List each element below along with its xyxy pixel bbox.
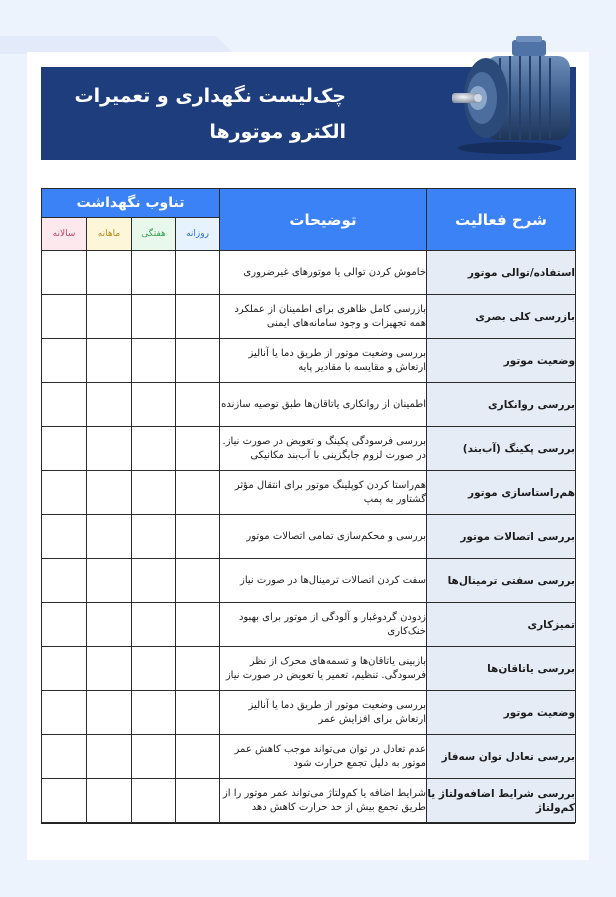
check-cell-daily[interactable]	[176, 735, 220, 779]
check-cell-daily[interactable]	[176, 603, 220, 647]
check-cell-weekly[interactable]	[132, 559, 176, 603]
check-cell-weekly[interactable]	[132, 647, 176, 691]
check-cell-monthly[interactable]	[87, 427, 132, 471]
check-cell-yearly[interactable]	[42, 383, 87, 427]
frequency-monthly: ماهانه	[87, 218, 132, 251]
frequency-yearly: سالانه	[42, 218, 87, 251]
activity-cell: تمیزکاری	[427, 603, 576, 647]
frequency-weekly: هفتگی	[132, 218, 176, 251]
table-row	[42, 295, 576, 339]
check-cell-yearly[interactable]	[42, 603, 87, 647]
table-row	[42, 251, 576, 295]
check-cell-weekly[interactable]	[132, 383, 176, 427]
activity-cell: بررسی شرایط اضافه‌ولتاژ یا کم‌ولتاژ	[427, 779, 576, 823]
description-cell: بازبینی یاتاقان‌ها و تسمه‌های محرک از نظر فرسودگی. تنظیم، تعمیر یا تعویض در صورت نیاز	[220, 647, 427, 691]
check-cell-yearly[interactable]	[42, 427, 87, 471]
check-cell-weekly[interactable]	[132, 295, 176, 339]
check-cell-yearly[interactable]	[42, 515, 87, 559]
description-cell: شرایط اضافه یا کم‌ولتاژ می‌تواند عمر موتور را از طریق تجمع بیش از حد حرارت کاهش دهد	[220, 779, 427, 823]
description-cell: عدم تعادل در توان می‌تواند موجب کاهش عمر موتور به دلیل تجمع حرارت شود	[220, 735, 427, 779]
check-cell-monthly[interactable]	[87, 603, 132, 647]
description-cell: بررسی وضعیت موتور از طریق دما یا آنالیز ارتعاش برای افزایش عمر	[220, 691, 427, 735]
check-cell-yearly[interactable]	[42, 251, 87, 295]
frequency-daily: روزانه	[176, 218, 220, 251]
activity-cell: بررسی سفتی ترمینال‌ها	[427, 559, 576, 603]
check-cell-monthly[interactable]	[87, 295, 132, 339]
description-cell: خاموش کردن توالی یا موتورهای غیرضروری	[220, 251, 427, 295]
check-cell-weekly[interactable]	[132, 339, 176, 383]
description-cell: سفت کردن اتصالات ترمینال‌ها در صورت نیاز	[220, 559, 427, 603]
table-row	[42, 779, 576, 823]
column-header-frequency: تناوب نگهداشت	[42, 189, 220, 218]
activity-cell: بررسی یاتاقان‌ها	[427, 647, 576, 691]
table-row	[42, 471, 576, 515]
check-cell-daily[interactable]	[176, 251, 220, 295]
activity-cell: استفاده/توالی موتور	[427, 251, 576, 295]
check-cell-monthly[interactable]	[87, 559, 132, 603]
description-cell: بررسی وضعیت موتور از طریق دما یا آنالیز ارتعاش و مقایسه با مقادیر پایه	[220, 339, 427, 383]
check-cell-weekly[interactable]	[132, 427, 176, 471]
check-cell-daily[interactable]	[176, 647, 220, 691]
check-cell-daily[interactable]	[176, 691, 220, 735]
activity-cell: وضعیت موتور	[427, 339, 576, 383]
check-cell-monthly[interactable]	[87, 471, 132, 515]
check-cell-weekly[interactable]	[132, 691, 176, 735]
page-subtitle: الکترو موتورها	[209, 121, 346, 143]
check-cell-daily[interactable]	[176, 295, 220, 339]
check-cell-weekly[interactable]	[132, 779, 176, 823]
check-cell-daily[interactable]	[176, 427, 220, 471]
check-cell-monthly[interactable]	[87, 647, 132, 691]
description-cell: بازرسی کامل ظاهری برای اطمینان از عملکرد همه تجهیزات و وجود سامانه‌های ایمنی	[220, 295, 427, 339]
check-cell-daily[interactable]	[176, 339, 220, 383]
table-row	[42, 647, 576, 691]
activity-cell: بررسی روانکاری	[427, 383, 576, 427]
check-cell-monthly[interactable]	[87, 251, 132, 295]
table-row	[42, 735, 576, 779]
activity-cell: بررسی اتصالات موتور	[427, 515, 576, 559]
check-cell-daily[interactable]	[176, 559, 220, 603]
table-row	[42, 427, 576, 471]
check-cell-yearly[interactable]	[42, 647, 87, 691]
check-cell-daily[interactable]	[176, 779, 220, 823]
description-cell: زدودن گردوغبار و آلودگی از موتور برای بهبود خنک‌کاری	[220, 603, 427, 647]
activity-cell: بازرسی کلی بصری	[427, 295, 576, 339]
check-cell-monthly[interactable]	[87, 779, 132, 823]
check-cell-weekly[interactable]	[132, 251, 176, 295]
activity-cell: وضعیت موتور	[427, 691, 576, 735]
table-row	[42, 603, 576, 647]
check-cell-weekly[interactable]	[132, 471, 176, 515]
check-cell-weekly[interactable]	[132, 515, 176, 559]
table-row	[42, 691, 576, 735]
check-cell-yearly[interactable]	[42, 339, 87, 383]
check-cell-monthly[interactable]	[87, 515, 132, 559]
check-cell-monthly[interactable]	[87, 339, 132, 383]
description-cell: بررسی و محکم‌سازی تمامی اتصالات موتور	[220, 515, 427, 559]
page-title: چک‌لیست نگهداری و تعمیرات	[74, 85, 346, 107]
check-cell-yearly[interactable]	[42, 779, 87, 823]
maintenance-checklist-table	[41, 188, 576, 823]
table-row	[42, 383, 576, 427]
check-cell-yearly[interactable]	[42, 295, 87, 339]
description-cell: اطمینان از روانکاری یاتاقان‌ها طبق توصیه سازنده	[220, 383, 427, 427]
activity-cell: هم‌راستاسازی موتور	[427, 471, 576, 515]
check-cell-daily[interactable]	[176, 515, 220, 559]
check-cell-weekly[interactable]	[132, 735, 176, 779]
activity-cell: بررسی تعادل توان سه‌فاز	[427, 735, 576, 779]
electric-motor-icon	[452, 36, 576, 156]
check-cell-monthly[interactable]	[87, 691, 132, 735]
check-cell-daily[interactable]	[176, 383, 220, 427]
description-cell: هم‌راستا کردن کوپلینگ موتور برای انتقال مؤثر گشتاور به پمپ	[220, 471, 427, 515]
table-row	[42, 339, 576, 383]
column-header-description: توضیحات	[220, 189, 427, 251]
check-cell-weekly[interactable]	[132, 603, 176, 647]
check-cell-daily[interactable]	[176, 471, 220, 515]
table-row	[42, 515, 576, 559]
check-cell-monthly[interactable]	[87, 735, 132, 779]
table-row	[42, 559, 576, 603]
description-cell: بررسی فرسودگی پکینگ و تعویض در صورت نیاز. در صورت لزوم جایگزینی با آب‌بند مکانیکی	[220, 427, 427, 471]
check-cell-yearly[interactable]	[42, 471, 87, 515]
column-header-activity: شرح فعالیت	[427, 189, 576, 251]
check-cell-yearly[interactable]	[42, 735, 87, 779]
check-cell-yearly[interactable]	[42, 559, 87, 603]
activity-cell: بررسی پکینگ (آب‌بند)	[427, 427, 576, 471]
check-cell-monthly[interactable]	[87, 383, 132, 427]
check-cell-yearly[interactable]	[42, 691, 87, 735]
